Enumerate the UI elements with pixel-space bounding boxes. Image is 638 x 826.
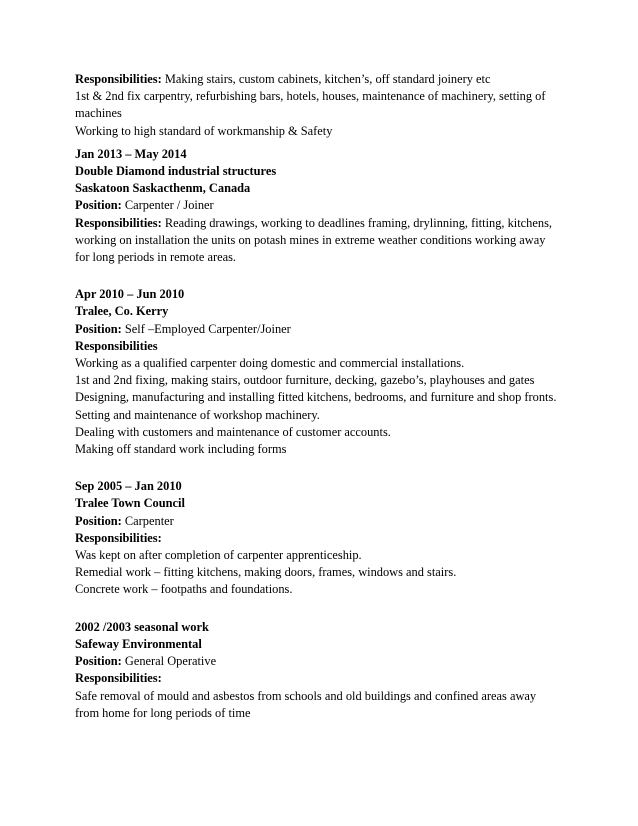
responsibilities-text: Reading drawings, working to deadlines framing, drylinning, fitting, kitchens,: [161, 215, 552, 230]
responsibilities-label: Responsibilities:: [75, 72, 162, 86]
position-line: [75, 197, 575, 214]
position-value: Self –Employed Carpenter/Joiner: [121, 321, 291, 336]
entry-date: Jan 2013 – May 2014: [75, 146, 187, 161]
duty-line: 1st and 2nd fixing, making stairs, outdoor furniture, decking, gazebo’s, playhouses and gates: [75, 373, 535, 388]
position-value: Carpenter / Joiner: [121, 198, 214, 213]
duty-line: Designing, manufacturing and installing fitted kitchens, bedrooms, and furniture and shop fronts.: [75, 390, 557, 405]
entry-date: Sep 2005 – Jan 2010: [75, 479, 182, 494]
position-label: Position:: [75, 513, 122, 528]
duty-line: Making off standard work including forms: [75, 442, 287, 457]
duty-line: from home for long periods of time: [75, 705, 251, 720]
duty-line: Safe removal of mould and asbestos from schools and old buildings and confined areas away: [75, 688, 537, 703]
responsibilities-heading: Responsibilities:: [75, 671, 162, 686]
duty-line: Dealing with customers and maintenance of customer accounts.: [75, 424, 391, 439]
responsibilities-line: [75, 71, 575, 88]
work-entry-tralee-town-council: [75, 478, 575, 598]
work-entry-self-employed: [75, 286, 575, 458]
duty-line: Setting and maintenance of workshop machinery.: [75, 407, 320, 422]
duty-line: Working to high standard of workmanship & Safety: [75, 123, 333, 138]
entry-date: Apr 2010 – Jun 2010: [75, 287, 185, 302]
resume-content: [75, 71, 575, 722]
responsibilities-heading: Responsibilities:: [75, 530, 162, 545]
entry-location: Saskatoon Saskacthenm, Canada: [75, 181, 251, 196]
entry-employer: Double Diamond industrial structures: [75, 164, 277, 179]
responsibilities-text: Making stairs, custom cabinets, kitchen’s, off standard joinery etc: [161, 72, 491, 86]
position-label: Position:: [75, 198, 122, 213]
entry-date: 2002 /2003 seasonal work: [75, 619, 209, 634]
responsibilities-heading: Responsibilities: [75, 338, 158, 353]
position-value: Carpenter: [121, 513, 174, 528]
position-line: [75, 513, 575, 530]
work-entry-safeway: [75, 619, 575, 722]
duty-line: Concrete work – footpaths and foundations.: [75, 582, 293, 597]
position-value: General Operative: [121, 654, 217, 669]
duty-line: machines: [75, 106, 122, 121]
position-label: Position:: [75, 321, 122, 336]
position-line: [75, 321, 575, 338]
entry-employer: Tralee Town Council: [75, 496, 185, 511]
responsibilities-label: Responsibilities:: [75, 215, 162, 230]
entry-employer: Tralee, Co. Kerry: [75, 304, 169, 319]
duty-line: Was kept on after completion of carpenter apprenticeship.: [75, 548, 362, 563]
responsibilities-line: [75, 215, 575, 232]
position-label: Position:: [75, 654, 122, 669]
position-line: [75, 653, 575, 670]
duty-line: Remedial work – fitting kitchens, making doors, frames, windows and stairs.: [75, 565, 457, 580]
duty-line: working on installation the units on potash mines in extreme weather conditions working away: [75, 232, 546, 247]
work-entry-double-diamond: [75, 146, 575, 266]
duty-line: for long periods in remote areas.: [75, 250, 237, 265]
duty-line: Working as a qualified carpenter doing domestic and commercial installations.: [75, 356, 465, 371]
work-entry-previous: [75, 71, 575, 140]
entry-employer: Safeway Environmental: [75, 636, 202, 651]
duty-line: 1st & 2nd fix carpentry, refurbishing bars, hotels, houses, maintenance of machinery, setting of: [75, 89, 546, 104]
